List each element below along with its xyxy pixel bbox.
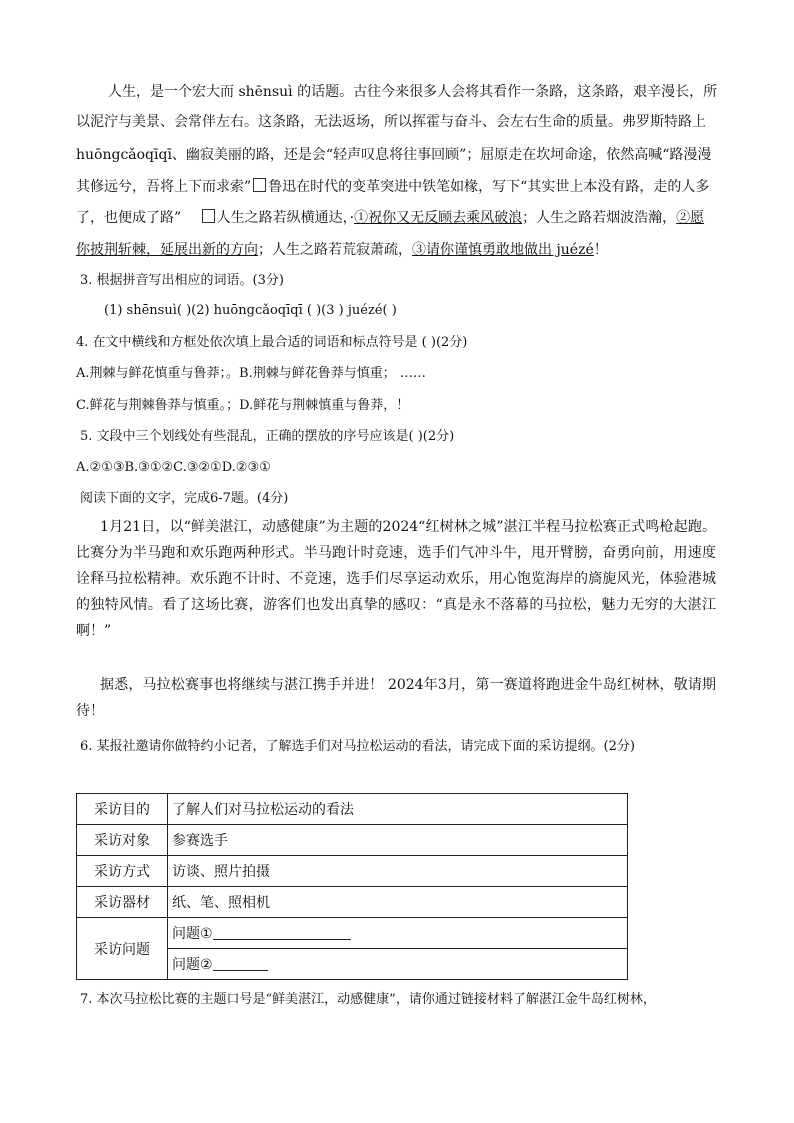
target-label: 采访对象 (77, 825, 168, 856)
equipment-value: 纸、笔、照相机 (168, 887, 628, 918)
passage-line-6d: ！ (593, 242, 608, 258)
passage-line-5a: 了，也便成了路” (76, 210, 182, 226)
question-4-options-cd: C.鲜花与荆棘鲁莽与慎重。；D.鲜花与荆棘慎重与鲁莽，！ (76, 398, 410, 413)
reading-paragraph-2: 据悉，马拉松赛事也将继续与湛江携手并进！ 2024年3月，第一赛道将跑进金牛岛红树林，敬请期待！ (76, 677, 716, 719)
question-3-options: (1) shēnsuì( )(2) huōngcǎoqīqī ( )(3 ) juézé( ) (104, 303, 397, 318)
method-label: 采访方式 (77, 856, 168, 887)
passage-line-6b: ；人生之路若荒寂萧疏， (258, 242, 412, 258)
equipment-label: 采访器材 (77, 887, 168, 918)
passage-line-4 (76, 177, 709, 197)
reading-intro: 阅读下面的文字，完成6-7题。(4分) (80, 491, 289, 506)
question-7-stem: 7. 本次马拉松比赛的主题口号是“鲜美湛江，动感健康”，请你通过链接材料了解湛江金牛岛红树林， (80, 992, 656, 1007)
question-4-options-ab: A.荆棘与鲜花慎重与鲁莽；。B.荆棘与鲜花鲁莽与慎重； …… (76, 366, 426, 381)
question-2-cell (168, 949, 628, 980)
underlined-phrase-2-start: ②愿 (676, 210, 705, 226)
purpose-label: 采访目的 (77, 794, 168, 825)
interview-outline-table (76, 793, 628, 980)
purpose-value: 了解人们对马拉松运动的看法 (168, 794, 628, 825)
question-5-stem: 5. 文段中三个划线处有些混乱，正确的摆放的序号应该是( )(2分) (80, 429, 455, 444)
blank-box-2 (202, 209, 215, 223)
passage-line-3: huōngcǎoqīqī、幽寂美丽的路，还是会“轻声叹息将往事回顾”；屈原走在坎坷命途，依然高喊“路漫漫 (76, 147, 712, 163)
table-row (77, 825, 628, 856)
table-row (77, 794, 628, 825)
reading-paragraph-1: 1月21日，以“鲜美湛江，动感健康”为主题的2024“红树林之城”湛江半程马拉松赛正式鸣枪起跑。比赛分为半马跑和欢乐跑两种形式。半马跑计时竞速，选手们气冲斗牛，甩开臂膀，奋勇向前，用速度诠释马拉松精神。欢乐跑不计时、不竞速，选手们尽享运动欢乐，用心饱览海岸的旖旎风光，体验港城的独特风情。看了这场比赛，游客们也发出真挚的感叹：“真是永不落幕的马拉松，魅力无穷的大湛江啊！” (76, 519, 716, 639)
underlined-phrase-3: ③请你谨慎勇敢地做出 juézé (412, 242, 594, 258)
question-5-options: A.②①③B.③①②C.③②①D.②③① (76, 460, 271, 475)
answer-blank-1[interactable] (213, 925, 351, 940)
table-row (77, 856, 628, 887)
passage-line-5b: 人生之路若纵横通达，· (216, 210, 355, 226)
passage-line-4b-text: 鲁迅在时代的变革突进中铁笔如椽，写下“其实世上本没有路，走的人多 (268, 179, 710, 195)
passage-line-2: 以泥泞与美景、会常伴左右。这条路，无法返场，所以挥霍与奋斗、会左右生命的质量。弗罗斯特路上 (76, 114, 706, 130)
passage-line-5d: ；人生之路若烟波浩瀚， (522, 210, 677, 226)
table-row (77, 918, 628, 949)
question-3-stem: 3. 根据拼音写出相应的词语。(3分) (80, 273, 284, 288)
question-1-label: 问题① (172, 926, 213, 942)
passage-line-1: 人生，是一个宏大而 shēnsuì 的话题。古往今来很多人会将其看作一条路，这条路，艰辛漫长，所 (108, 84, 718, 100)
method-value: 访谈、照片拍摄 (168, 856, 628, 887)
question-1-cell (168, 918, 628, 949)
question-2-label: 问题② (172, 957, 213, 973)
table-row (77, 887, 628, 918)
passage-line-4-text: 其修远兮，吾将上下而求索” (76, 179, 252, 195)
underlined-phrase-2-end: 你披荆斩棘，延展出新的方向 (76, 242, 258, 258)
target-value: 参赛选手 (168, 825, 628, 856)
questions-label: 采访问题 (77, 918, 168, 980)
underlined-phrase-1: ①祝你又无反顾去乘风破浪 (354, 210, 523, 226)
question-4-stem: 4. 在文中横线和方框处依次填上最合适的词语和标点符号是 ( )(2分) (76, 335, 468, 350)
passage-line-6 (76, 240, 608, 260)
question-6-stem: 6. 某报社邀请你做特约小记者，了解选手们对马拉松运动的看法，请完成下面的采访提纲。(2分) (80, 739, 635, 754)
passage-line-5 (76, 208, 704, 228)
answer-blank-2[interactable] (213, 956, 268, 971)
blank-box-1 (253, 178, 266, 192)
